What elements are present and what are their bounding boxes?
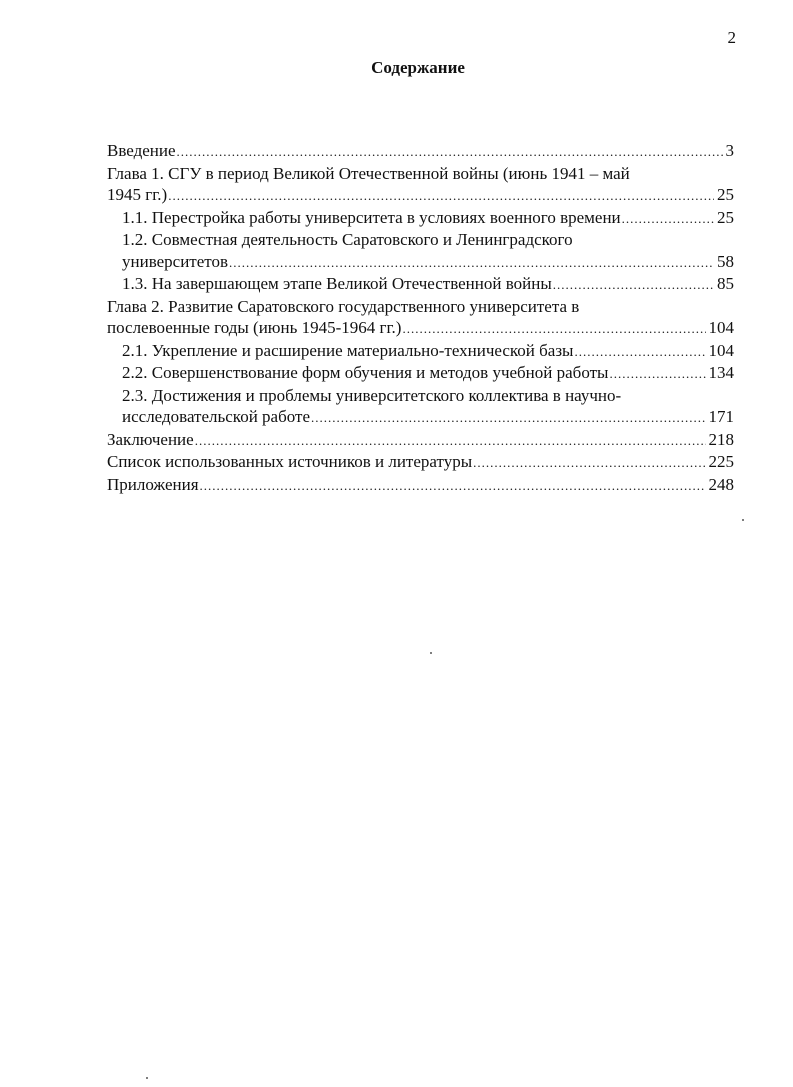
toc-label: Список использованных источников и литературы	[107, 452, 473, 471]
toc-label: университетов	[122, 251, 229, 271]
toc-page-number: 58	[717, 251, 734, 271]
toc-label: Заключение	[107, 429, 194, 449]
toc-label: послевоенные годы (июнь 1945-1964 гг.)	[107, 318, 402, 337]
toc-leader-dots	[622, 208, 714, 230]
toc-entry-section-2-1	[107, 340, 734, 363]
toc-chapter-1-title: Глава 1. СГУ в период Великой Отечественной войны (июнь 1941 – май	[107, 163, 630, 183]
toc-leader-dots	[574, 341, 705, 363]
toc-page-number: 85	[717, 274, 734, 293]
toc-leader-dots	[177, 141, 723, 163]
toc-chapter-2-title: Глава 2. Развитие Саратовского государственного университета в	[107, 296, 580, 316]
toc-entry-chapter-2	[107, 317, 734, 340]
toc-page-number: 218	[708, 429, 734, 449]
scan-speck	[146, 1077, 148, 1079]
toc-label: Введение	[107, 141, 176, 160]
toc-leader-dots	[473, 452, 705, 474]
toc-label: Приложения	[107, 474, 199, 494]
toc-leader-dots	[200, 475, 706, 497]
toc-leader-dots	[168, 185, 714, 207]
scan-speck	[742, 519, 744, 521]
table-of-contents	[107, 140, 734, 496]
toc-label: 2.1. Укрепление и расширение материально-технической базы	[122, 340, 574, 360]
toc-page-number: 25	[717, 185, 734, 204]
toc-entry-section-1-1	[107, 207, 734, 230]
toc-entry-section-1-3	[107, 273, 734, 296]
toc-page-number: 248	[708, 474, 734, 494]
toc-label: исследовательской работе	[122, 407, 310, 426]
toc-entry-appendix	[107, 474, 734, 497]
toc-section-2-3-title: 2.3. Достижения и проблемы университетского коллектива в научно-	[122, 385, 622, 405]
toc-page-number: 3	[725, 141, 734, 160]
toc-leader-dots	[311, 407, 706, 429]
toc-leader-dots	[553, 274, 714, 296]
toc-entry-sources	[107, 451, 734, 474]
toc-entry-section-1-2	[107, 251, 734, 274]
toc-entry-conclusion	[107, 429, 734, 452]
toc-page-number: 134	[708, 363, 734, 382]
toc-page-number: 104	[708, 318, 734, 337]
toc-leader-dots	[402, 318, 705, 340]
toc-entry-intro	[107, 140, 734, 163]
toc-entry-chapter-1	[107, 184, 734, 207]
toc-page-number: 225	[708, 452, 734, 471]
toc-label: 1.1. Перестройка работы университета в условиях военного времени	[122, 207, 621, 227]
toc-leader-dots	[609, 363, 705, 385]
toc-label: 1945 гг.)	[107, 185, 168, 204]
toc-section-1-2-title: 1.2. Совместная деятельность Саратовского и Ленинградского	[122, 230, 573, 249]
toc-leader-dots	[195, 430, 706, 452]
toc-page-number: 171	[708, 407, 734, 426]
toc-label: 2.2. Совершенствование форм обучения и методов учебной работы	[122, 363, 609, 382]
toc-label: 1.3. На завершающем этапе Великой Отечественной войны	[122, 274, 552, 293]
toc-leader-dots	[229, 252, 714, 274]
scan-speck	[430, 652, 432, 654]
toc-page-number: 104	[708, 340, 734, 360]
toc-entry-section-2-2	[107, 362, 734, 385]
toc-page-number: 25	[717, 207, 734, 227]
toc-entry-section-2-3	[107, 406, 734, 429]
page-title: Содержание	[371, 58, 465, 77]
page-number: 2	[727, 28, 736, 47]
